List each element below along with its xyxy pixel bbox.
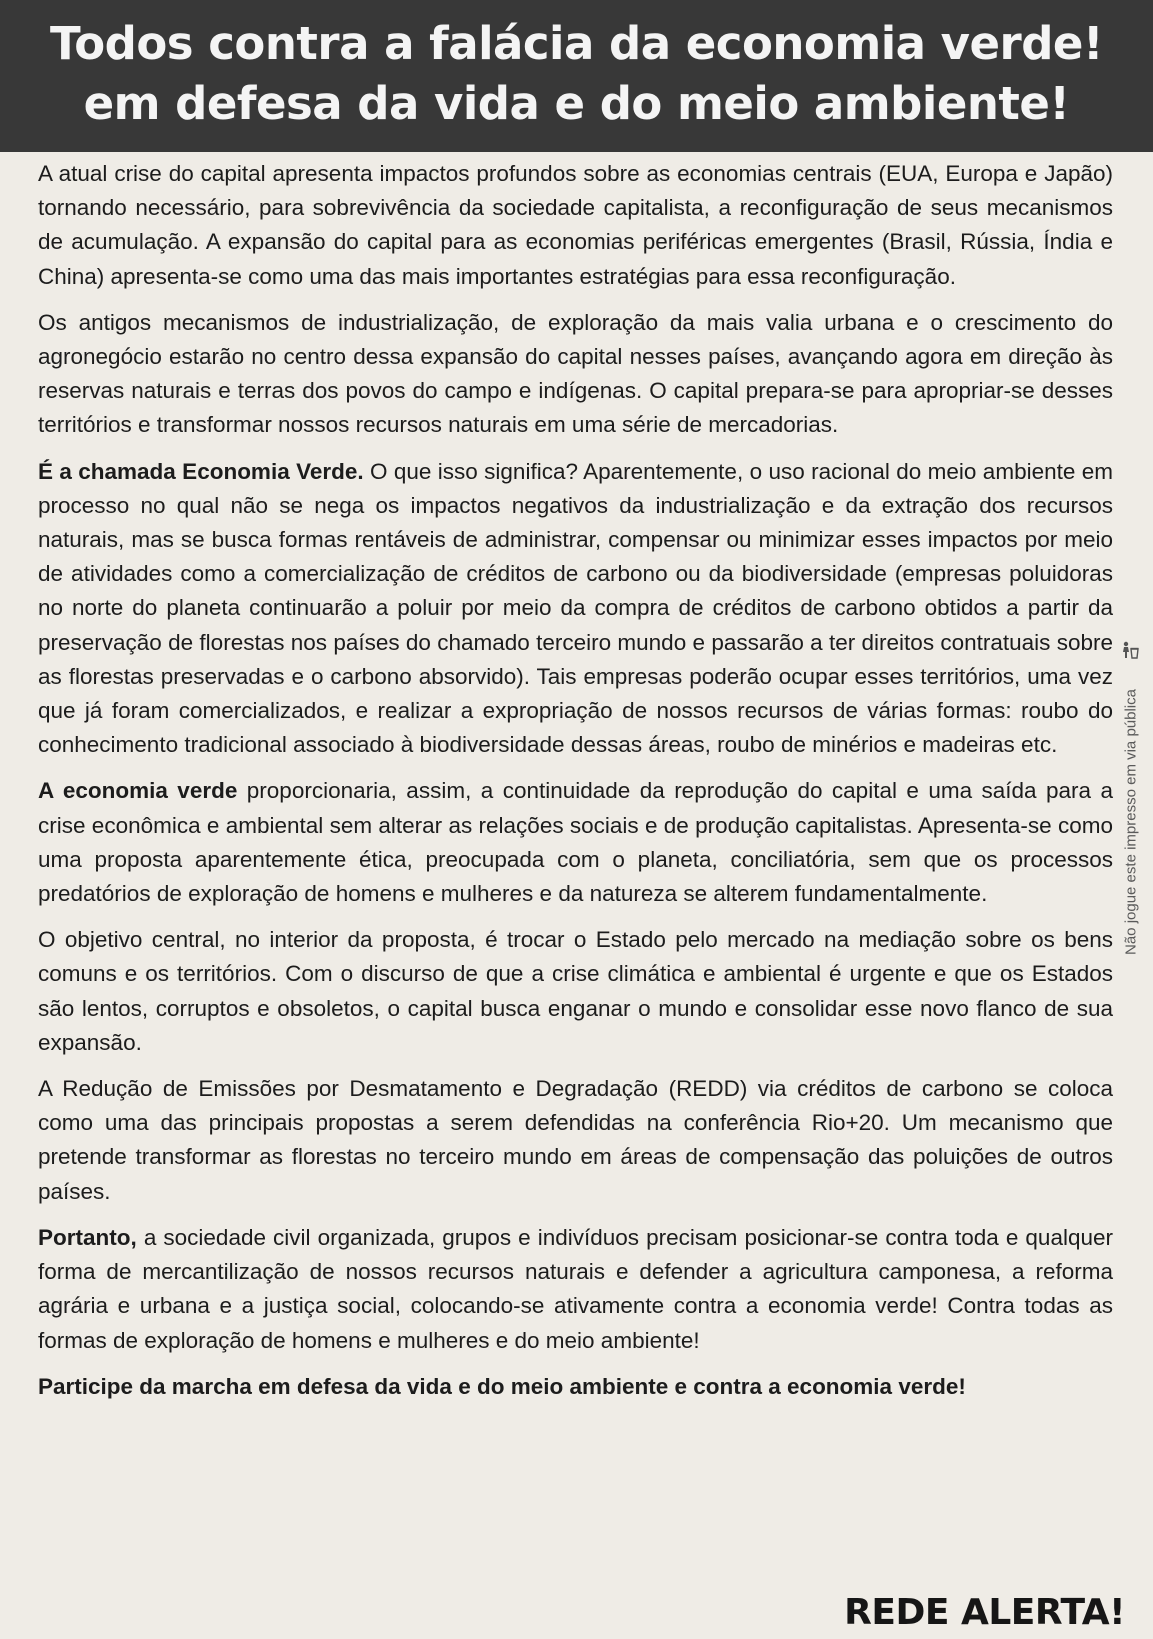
- paragraph-text: O objetivo central, no interior da proposta, é trocar o Estado pelo mercado na mediação sobre os bens comuns e os territórios. Com o discurso de que a crise climática e ambiental é urgente e que os Estados são lentos, corruptos e obsoletos, o capital busca enganar o mundo e consolidar esse novo flanco de sua expansão.: [38, 927, 1113, 1055]
- paragraph-text: O que isso significa? Aparentemente, o uso racional do meio ambiente em processo no qual não se nega os impactos negativos da industrialização e da extração dos recursos naturais, mas se busca formas rentáveis de administrar, compensar ou minimizar esses impactos por meio de atividades como a comercialização de créditos de carbono ou da biodiversidade (empresas poluidoras no norte do planeta continuarão a poluir por meio da compra de créditos de carbono obtidos a partir da preservação de florestas nos países do chamado terceiro mundo e passarão a ter direitos contratuais sobre as florestas preservadas e o carbono absorvido). Tais empresas poderão ocupar esses territórios, uma vez que já foram comercializados, e realizar a expropriação de nossos recursos de várias formas: roubo do conhecimento tradicional associado à biodiversidade dessas áreas, roubo de minérios e madeiras etc.: [38, 458, 1113, 758]
- side-note: Não jogue este impresso em via pública: [1122, 689, 1140, 955]
- paragraph-lead: A economia verde: [38, 778, 238, 804]
- paragraph-4: [38, 774, 1113, 911]
- paragraph-7: [38, 1221, 1113, 1358]
- paragraph-text: Os antigos mecanismos de industrialização, de exploração da mais valia urbana e o crescimento do agronegócio estarão no centro dessa expansão do capital nesses países, avançando agora em direção às reservas naturais e terras dos povos do campo e indígenas. O capital prepara-se para apropriar-se desses territórios e transformar nossos recursos naturais em uma série de mercadorias.: [38, 309, 1113, 438]
- signature: REDE ALERTA!: [844, 1592, 1125, 1633]
- paragraph-2: [38, 306, 1113, 443]
- closing-call-to-action: Participe da marcha em defesa da vida e do meio ambiente e contra a economia verde!: [38, 1373, 966, 1399]
- paragraph-1: [38, 157, 1113, 294]
- title-line-1: Todos contra a falácia da economia verde!: [50, 17, 1103, 70]
- paragraph-6: [38, 1072, 1113, 1209]
- paragraph-text: proporcionaria, assim, a continuidade da reprodução do capital e uma saída para a crise econômica e ambiental sem alterar as relações sociais e de produção capitalistas. Apresenta-se como uma proposta aparentemente ética, preocupada com o planeta, conciliatória, sem que os processos predatórios de exploração de homens e mulheres e da natureza se alterem fundamentalmente.: [38, 778, 1113, 907]
- trash-bin-icon: [1120, 640, 1140, 660]
- article-body: [38, 157, 1113, 1404]
- paragraph-text: A atual crise do capital apresenta impactos profundos sobre as economias centrais (EUA, Europa e Japão) tornando necessário, para sobrevivência da sociedade capitalista, a reconfiguração de seus mecanismos de acumulação. A expansão do capital para as economias periféricas emergentes (Brasil, Rússia, Índia e China) apresenta-se como uma das mais importantes estratégias para essa reconfiguração.: [38, 161, 1113, 289]
- title-line-2: em defesa da vida e do meio ambiente!: [83, 77, 1070, 130]
- title-banner: [0, 0, 1153, 152]
- paragraph-3: [38, 455, 1113, 763]
- paragraph-text: A Redução de Emissões por Desmatamento e Degradação (REDD) via créditos de carbono se coloca como uma das principais propostas a serem defendidas na conferência Rio+20. Um mecanismo que pretende transformar as florestas no terceiro mundo em áreas de compensação das poluições de outros países.: [38, 1076, 1113, 1204]
- paragraph-text: a sociedade civil organizada, grupos e indivíduos precisam posicionar-se contra toda e qualquer forma de mercantilização de nossos recursos naturais e defender a agricultura camponesa, a reforma agrária e urbana e a justiça social, colocando-se ativamente contra a economia verde! Contra todas as formas de exploração de homens e mulheres e do meio ambiente!: [38, 1224, 1113, 1353]
- paragraph-lead: Portanto,: [38, 1224, 137, 1250]
- paragraph-5: [38, 923, 1113, 1060]
- paragraph-lead: É a chamada Economia Verde.: [38, 458, 364, 484]
